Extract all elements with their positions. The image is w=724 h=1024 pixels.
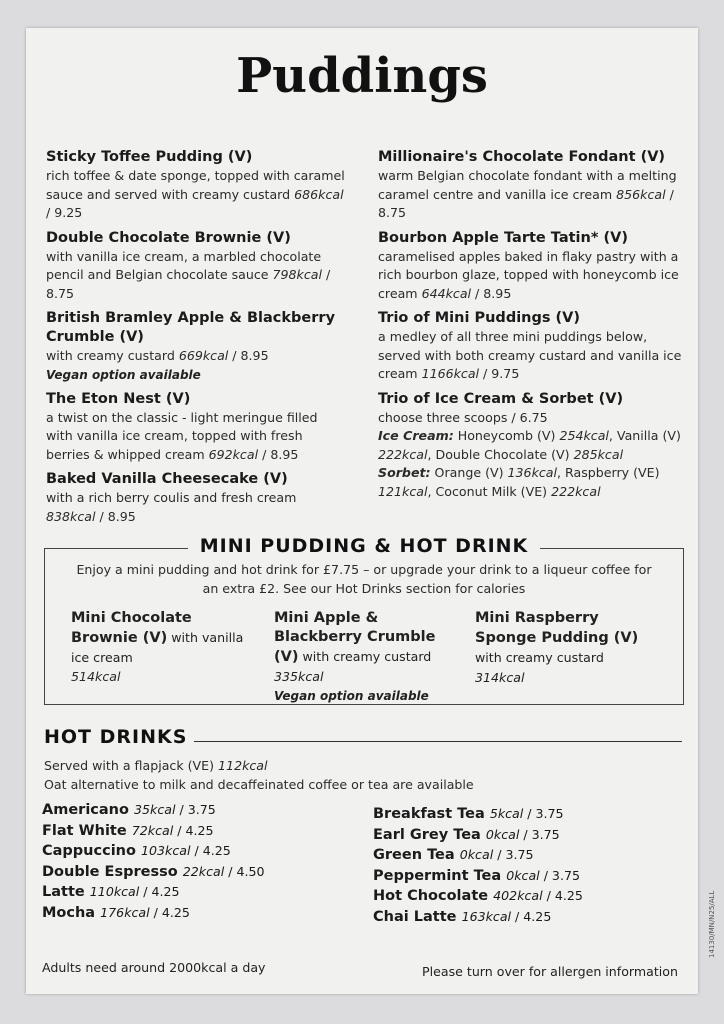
item-name: British Bramley Apple & Blackberry Crumble (V) xyxy=(46,310,336,345)
mini-kcal: 514kcal xyxy=(71,669,121,684)
item-name: Trio of Ice Cream & Sorbet (V) xyxy=(378,390,624,407)
item-kcal: 669kcal xyxy=(178,348,229,363)
menu-item xyxy=(378,390,683,502)
drink-item: Cappuccino 103kcal / 4.25 xyxy=(42,843,231,859)
item-price: / 9.75 xyxy=(479,366,520,381)
menu-item xyxy=(46,390,346,465)
item-kcal: 1166kcal xyxy=(421,366,480,381)
item-price: / 8.95 xyxy=(258,446,299,462)
item-desc: with a rich berry coulis and fresh cream xyxy=(46,490,297,505)
menu-item xyxy=(46,229,346,304)
mini-item xyxy=(274,609,460,705)
item-price: / 8.75 xyxy=(378,186,674,220)
drinks-right-column xyxy=(373,804,673,927)
item-kcal: 856kcal xyxy=(616,186,666,202)
mini-desc: with creamy custard xyxy=(475,650,604,665)
menu-item xyxy=(46,148,346,223)
item-kcal: 692kcal xyxy=(208,446,259,462)
mini-item xyxy=(475,609,655,688)
item-desc: warm Belgian chocolate fondant with a melting caramel centre and vanilla ice cream xyxy=(378,168,677,202)
mini-pudding-title: MINI PUDDING & HOT DRINK xyxy=(188,535,541,557)
item-kcal: 686kcal xyxy=(294,186,344,202)
item-desc: with creamy custard xyxy=(46,348,179,363)
ice-cream-options: Ice Cream: Honeycomb (V) 254kcal, Vanilla (V) 222kcal, Double Chocolate (V) 285kcal xyxy=(378,428,681,462)
drink-item: Double Espresso 22kcal / 4.50 xyxy=(42,863,265,880)
vegan-note: Vegan option available xyxy=(274,689,429,703)
page-title: Puddings xyxy=(236,48,488,104)
allergen-note: Please turn over for allergen information xyxy=(422,964,678,979)
item-name: Trio of Mini Puddings (V) xyxy=(378,310,581,326)
menu-item xyxy=(46,470,346,526)
item-name: Millionaire's Chocolate Fondant (V) xyxy=(378,149,666,165)
mini-kcal: 335kcal xyxy=(274,669,324,684)
menu-code: 14130/MN/N25/ALL xyxy=(708,890,716,958)
item-name: Sticky Toffee Pudding (V) xyxy=(46,149,253,165)
drink-item: Breakfast Tea 5kcal / 3.75 xyxy=(373,806,564,822)
item-price: / 8.95 xyxy=(228,348,269,363)
drink-item: Earl Grey Tea 0kcal / 3.75 xyxy=(373,826,560,843)
mini-desc: with vanilla ice cream xyxy=(71,630,244,665)
item-name: Baked Vanilla Cheesecake (V) xyxy=(46,471,288,487)
drink-item: Hot Chocolate 402kcal / 4.25 xyxy=(373,888,583,904)
mini-pudding-box xyxy=(44,535,684,705)
menu-item xyxy=(46,309,346,384)
hot-drinks-title: HOT DRINKS xyxy=(44,726,188,748)
item-price: / 8.95 xyxy=(95,508,136,524)
item-desc: choose three scoops / 6.75 xyxy=(378,409,548,425)
item-desc: a medley of all three mini puddings below, served with both creamy custard and vanilla ice cream xyxy=(378,329,682,381)
drink-item: Green Tea 0kcal / 3.75 xyxy=(373,847,534,863)
item-price: / 8.95 xyxy=(471,285,512,301)
item-desc: rich toffee & date sponge, topped with caramel sauce and served with creamy custard xyxy=(46,168,345,202)
item-name: Bourbon Apple Tarte Tatin* (V) xyxy=(378,229,628,246)
right-menu-column xyxy=(378,148,683,507)
drink-item: Americano 35kcal / 3.75 xyxy=(42,802,216,818)
item-name: The Eton Nest (V) xyxy=(46,390,191,407)
item-desc: a twist on the classic - light meringue filled with vanilla ice cream, topped with fresh berries & whipped cream xyxy=(46,409,318,462)
mini-pudding-intro: Enjoy a mini pudding and hot drink for £7.75 – or upgrade your drink to a liqueur coffee for an extra £2. See our Hot Drinks section for calories xyxy=(76,562,652,596)
mini-name: Mini Raspberry Sponge Pudding (V) xyxy=(475,610,639,646)
drink-item: Mocha 176kcal / 4.25 xyxy=(42,904,190,921)
drink-item: Latte 110kcal / 4.25 xyxy=(42,884,180,900)
mini-name: Mini Apple & Blackberry Crumble (V) xyxy=(274,610,436,665)
left-menu-column xyxy=(46,148,346,532)
drink-item: Flat White 72kcal / 4.25 xyxy=(42,822,214,839)
drinks-left-column xyxy=(42,800,342,923)
mini-item xyxy=(71,609,261,687)
item-kcal: 798kcal xyxy=(272,267,322,282)
drink-item: Chai Latte 163kcal / 4.25 xyxy=(373,908,552,925)
mini-name: Mini Chocolate Brownie (V) xyxy=(71,610,192,646)
drink-item: Peppermint Tea 0kcal / 3.75 xyxy=(373,867,580,884)
divider xyxy=(194,741,682,742)
mini-desc: with creamy custard xyxy=(298,649,432,664)
item-desc: caramelised apples baked in flaky pastry with a rich bourbon glaze, topped with honeycomb ice cream xyxy=(378,248,679,301)
calorie-advice: Adults need around 2000kcal a day xyxy=(42,960,266,975)
sorbet-options: Sorbet: Orange (V) 136kcal, Raspberry (VE) 121kcal, Coconut Milk (VE) 222kcal xyxy=(378,465,660,499)
item-name: Double Chocolate Brownie (V) xyxy=(46,229,291,246)
item-price: / 9.25 xyxy=(46,205,83,220)
menu-card xyxy=(26,28,698,994)
mini-kcal: 314kcal xyxy=(475,670,525,685)
item-desc: with vanilla ice cream, a marbled chocolate pencil and Belgian chocolate sauce xyxy=(46,248,322,282)
hot-drinks-intro: Served with a flapjack (VE) 112kcal Oat alternative to milk and decaffeinated coffee or tea are available xyxy=(44,758,474,792)
item-price: / 8.75 xyxy=(46,267,331,301)
item-kcal: 838kcal xyxy=(46,508,96,524)
menu-item xyxy=(378,148,683,223)
menu-item xyxy=(378,229,683,304)
menu-item xyxy=(378,309,683,384)
item-kcal: 644kcal xyxy=(421,285,472,301)
vegan-note: Vegan option available xyxy=(46,367,201,382)
